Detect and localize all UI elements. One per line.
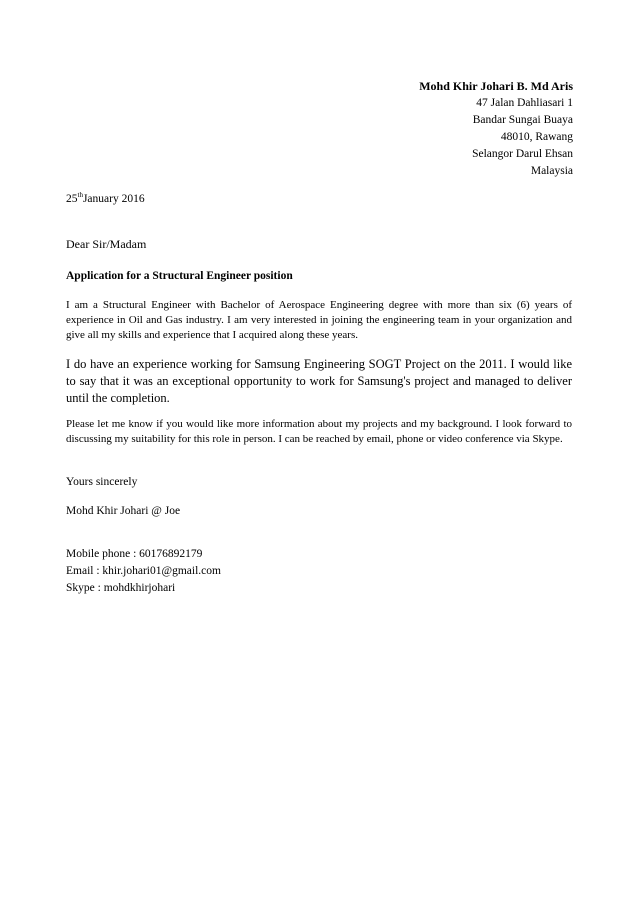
subject-line: Application for a Structural Engineer position [66, 270, 293, 282]
body-paragraph: I do have an experience working for Samsung Engineering SOGT Project on the 2011. I would like to say that it was an exceptional opportunity to work for Samsung's project and managed to deliver until the completion. [66, 357, 572, 405]
date-month-year: January 2016 [82, 193, 145, 205]
contact-email: Email : khir.johari01@gmail.com [66, 565, 221, 577]
address-line: Bandar Sungai Buaya [472, 114, 573, 126]
contact-details [66, 546, 221, 597]
address-line: 48010, Rawang [500, 131, 573, 143]
address-line: 47 Jalan Dahliasari 1 [476, 97, 573, 109]
date-suffix: th [77, 191, 83, 200]
address-line: Malaysia [530, 165, 573, 177]
closing: Yours sincerely [66, 476, 138, 488]
contact-skype: Skype : mohdkhirjohari [66, 582, 176, 594]
sender-address-block [419, 78, 573, 180]
body-paragraph: I am a Structural Engineer with Bachelor of Aerospace Engineering degree with more than six (6) years of experience in Oil and Gas industry. I am very interested in joining the engineering team in your organization and give all my skills and experience that I acquired along these years. [66, 299, 572, 341]
address-line: Selangor Darul Ehsan [472, 148, 573, 160]
sender-name: Mohd Khir Johari B. Md Aris [419, 79, 573, 93]
date-day: 25 [66, 193, 78, 205]
salutation: Dear Sir/Madam [66, 237, 147, 251]
body-paragraph: Please let me know if you would like more information about my projects and my background. I look forward to discussing my suitability for this role in person. I can be reached by email, phone or video conference via Skype. [66, 418, 572, 445]
signature-name: Mohd Khir Johari @ Joe [66, 505, 181, 517]
letter-date [66, 193, 145, 205]
contact-phone: Mobile phone : 60176892179 [66, 548, 203, 560]
